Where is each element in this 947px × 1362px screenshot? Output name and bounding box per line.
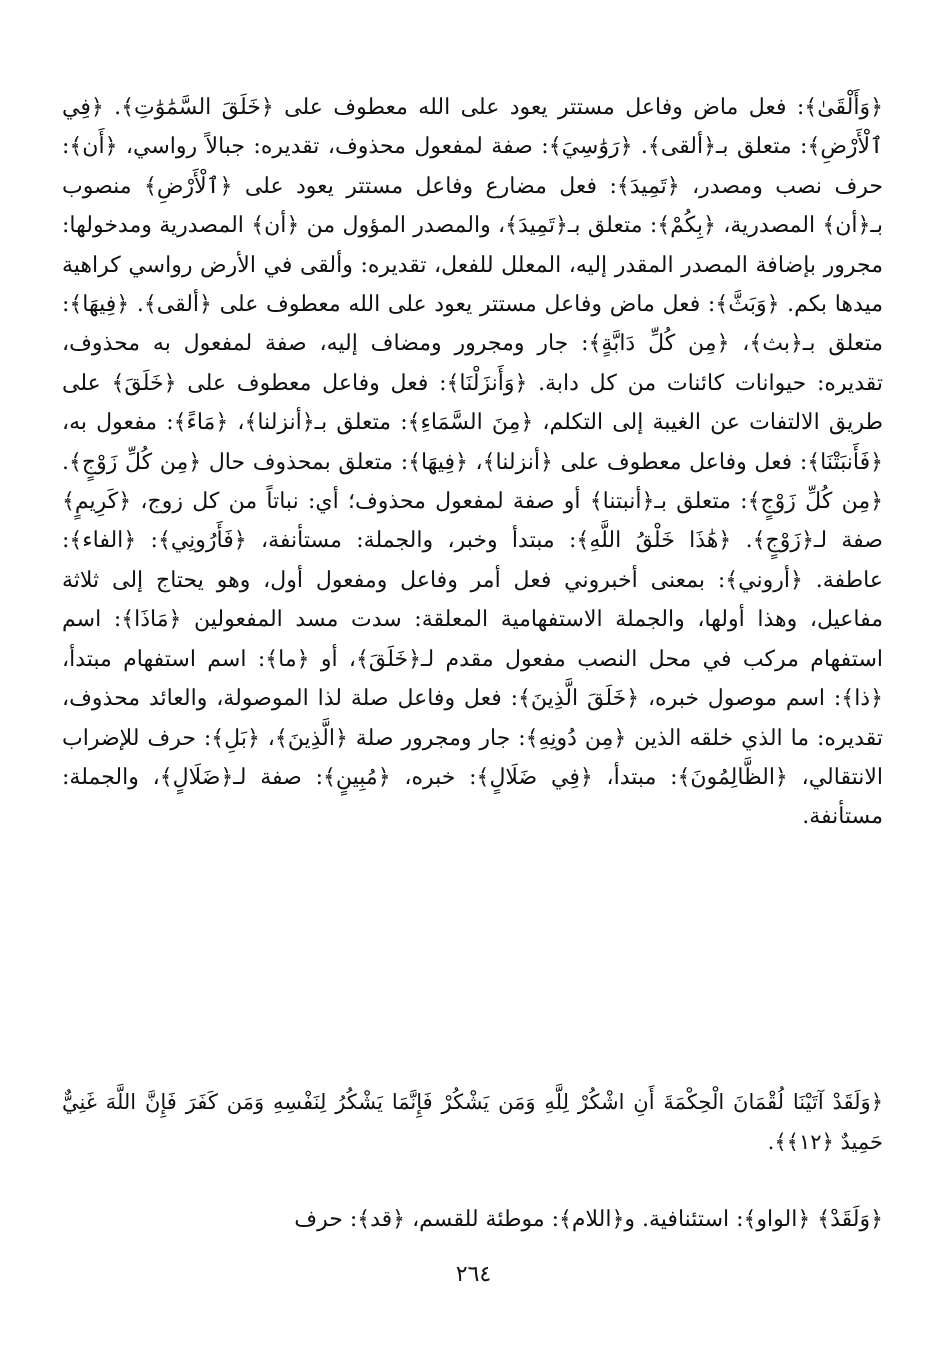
quran-verse: ﴿وَلَقَدْ آتَيْنَا لُقْمَانَ الْحِكْمَةَ أَنِ اشْكُرْ لِلَّهِ وَمَن يَشْكُرْ فَإِنَّمَا يَشْكُرُ لِنَفْسِهِ وَمَن كَفَرَ فَإِنَّ اللَّهَ غَنِيٌّ حَمِيدٌ ﴿١٢﴾﴾. [62,1090,883,1154]
commentary-continuation: ﴿وَلَقَدْ﴾ ﴿الواو﴾: استئنافية. و﴿اللام﴾: موطئة للقسم، ﴿قد﴾: حرف [294,1207,883,1232]
grammar-commentary-paragraph: ﴿وَأَلْقَىٰ﴾: فعل ماض وفاعل مستتر يعود على الله معطوف على ﴿خَلَقَ السَّمَٰوَٰتِ﴾. ﴿فِي ٱلْأَرْضِ﴾: متعلق بـ﴿ألقى﴾. ﴿رَوَٰسِيَ﴾: صفة لمفعول محذوف، تقديره: جبالاً رواسي، ﴿أَن﴾: حرف نصب ومصدر، ﴿تَمِيدَ﴾: فعل مضارع وفاعل مستتر يعود على ﴿ٱلْأَرْضِ﴾ منصوب بـ﴿أن﴾ المصدرية، ﴿بِكُمْ﴾: متعلق بـ﴿تَمِيدَ﴾، والمصدر المؤول من ﴿أن﴾ المصدرية ومدخولها: مجرور بإضافة المصدر المقدر إليه، المعلل للفعل، تقديره: وألقى في الأرض رواسي كراهية ميدها بكم. ﴿وَبَثَّ﴾: فعل ماض وفاعل مستتر يعود على الله معطوف على ﴿ألقى﴾. ﴿فِيهَا﴾: متعلق بـ﴿بث﴾، ﴿مِن كُلِّ دَابَّةٍ﴾: جار ومجرور ومضاف إليه، صفة لمفعول به محذوف، تقديره: حيوانات كائنات من كل دابة. ﴿وَأَنزَلْنَا﴾: فعل وفاعل معطوف على ﴿خَلَقَ﴾ على طريق الالتفات عن الغيبة إلى التكلم، ﴿مِنَ السَّمَاءِ﴾: متعلق بـ﴿أنزلنا﴾، ﴿مَاءً﴾: مفعول به، ﴿فَأَنبَتْنَا﴾: فعل وفاعل معطوف على ﴿أنزلنا﴾، ﴿فِيهَا﴾: متعلق بمحذوف حال ﴿مِن كُلِّ زَوْجٍ﴾. ﴿مِن كُلِّ زَوْجٍ﴾: متعلق بـ﴿أنبتنا﴾ أو صفة لمفعول محذوف؛ أي: نباتاً من كل زوج، ﴿كَرِيمٍ﴾ صفة لـ﴿زَوْجٍ﴾. ﴿هَٰذَا خَلْقُ اللَّهِ﴾: مبتدأ وخبر، والجملة: مستأنفة، ﴿فَأَرُونِي﴾: ﴿الفاء﴾: عاطفة. ﴿أروني﴾: بمعنى أخبروني فعل أمر وفاعل ومفعول أول، وهو يحتاج إلى ثلاثة مفاعيل، وهذا أولها، والجملة الاستفهامية المعلقة: سدت مسد المفعولين ﴿مَاذَا﴾: اسم استفهام مركب في محل النصب مفعول مقدم لـ﴿خَلَقَ﴾، أو ﴿ما﴾: اسم استفهام مبتدأ، ﴿ذا﴾: اسم موصول خبره، ﴿خَلَقَ الَّذِينَ﴾: فعل وفاعل صلة لذا الموصولة، والعائد محذوف، تقديره: ما الذي خلقه الذين ﴿مِن دُونِهِ﴾: جار ومجرور صلة ﴿الَّذِينَ﴾، ﴿بَلِ﴾: حرف للإضراب الانتقالي، ﴿الظَّالِمُونَ﴾: مبتدأ، ﴿فِي ضَلَالٍ﴾: خبره، ﴿مُبِينٍ﴾: صفة لـ﴿ضَلَالٍ﴾، والجملة: مستأنفة. [62,95,883,830]
page-number: ٢٦٤ [455,1262,492,1287]
